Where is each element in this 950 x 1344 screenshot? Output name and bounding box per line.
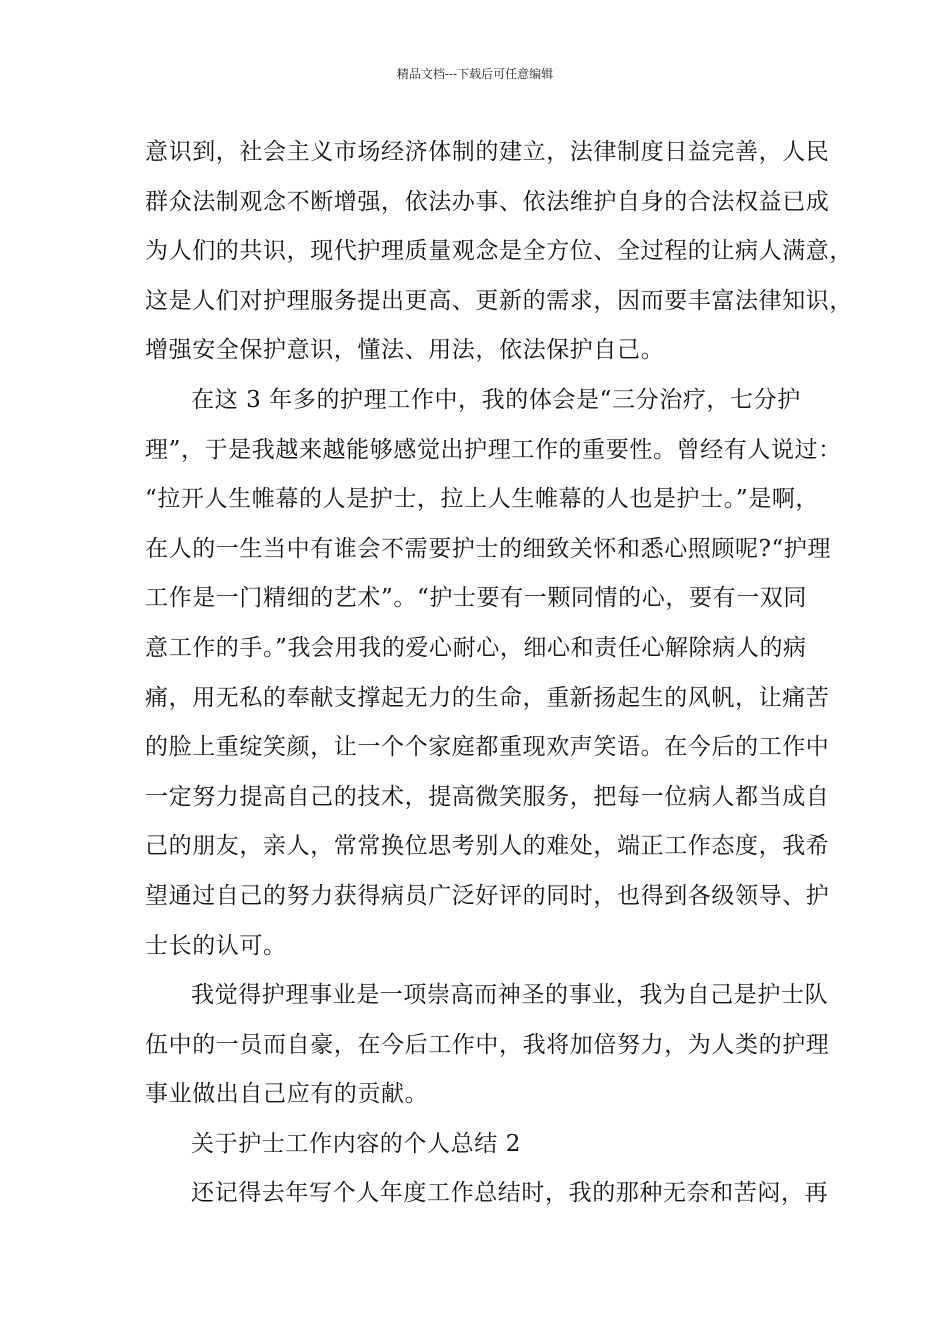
text-line: 理”，于是我越来越能够感觉出护理工作的重要性。曾经有人说过： [145,436,842,463]
paragraph-start-line: 在这 3 年多的护理工作中，我的体会是“三分治疗，七分护 [191,386,801,413]
text-line: 己的朋友，亲人，常常换位思考别人的难处，端正工作态度，我希 [145,833,830,860]
text-line: 在人的一生当中有谁会不需要护士的细致关怀和悉心照顾呢?“护理 [145,535,832,562]
text-line: 这是人们对护理服务提出更高、更新的需求，因而要丰富法律知识， [145,287,853,314]
text-line: 为人们的共识，现代护理质量观念是全方位、全过程的让病人满意， [145,238,853,265]
section-heading: 关于护士工作内容的个人总结 2 [191,1130,521,1157]
text-line: 痛，用无私的奉献支撑起无力的生命，重新扬起生的风帆，让痛苦 [145,684,830,711]
text-line: 望通过自己的努力获得病员广泛好评的同时，也得到各级领导、护 [145,882,830,909]
text-line: 一定努力提高自己的技术，提高微笑服务，把每一位病人都当成自 [145,783,830,810]
paragraph-start-line: 我觉得护理事业是一项崇高而神圣的事业，我为自己是护士队 [191,982,829,1009]
text-line: 意工作的手。”我会用我的爱心耐心，细心和责任心解除病人的病 [145,634,807,661]
text-line: 增强安全保护意识，懂法、用法，依法保护自己。 [145,337,665,364]
text-line: “拉开人生帷幕的人是护士，拉上人生帷幕的人也是护士。”是啊， [145,486,820,513]
text-line: 的脸上重绽笑颜，让一个个家庭都重现欢声笑语。在今后的工作中 [145,734,830,761]
text-line: 工作是一门精细的艺术”。“护士要有一颗同情的心，要有一双同 [145,585,807,612]
page-header: 精品文档---下载后可任意编辑 [396,67,554,81]
text-line: 意识到，社会主义市场经济体制的建立，法律制度日益完善，人民 [145,139,830,165]
body-text [145,128,853,1219]
text-line: 群众法制观念不断增强，依法办事、依法维护自身的合法权益已成 [145,188,830,215]
paragraph-start-line: 还记得去年写个人年度工作总结时，我的那种无奈和苦闷，再 [191,1180,829,1207]
text-line: 伍中的一员而自豪，在今后工作中，我将加倍努力，为人类的护理 [145,1031,830,1058]
text-line: 士长的认可。 [145,932,287,959]
text-line: 事业做出自己应有的贡献。 [145,1081,429,1108]
